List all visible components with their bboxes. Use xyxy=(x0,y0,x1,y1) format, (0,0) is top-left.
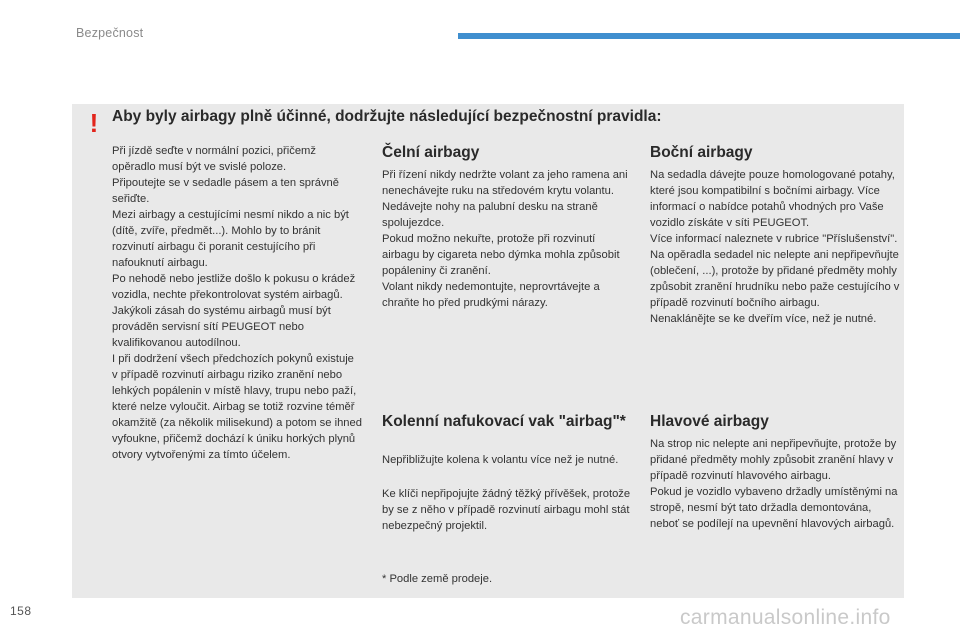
general-paragraph: Po nehodě nebo jestliže došlo k pokusu o krádež vozidla, nechte překontrolovat systém airbagů. xyxy=(112,273,356,301)
side-airbags-heading: Boční airbagy xyxy=(650,144,753,161)
knee-airbag-heading: Kolenní nafukovací vak "airbag"* xyxy=(382,413,626,430)
head-airbags-text xyxy=(650,436,902,532)
side-paragraph: Více informací naleznete v rubrice "Příslušenství". xyxy=(650,233,898,245)
header-accent-bar xyxy=(458,33,960,39)
watermark: carmanualsonline.info xyxy=(680,606,891,629)
front-paragraph: Volant nikdy nedemontujte, neprovrtávejte a chraňte ho před prudkými nárazy. xyxy=(382,281,600,309)
general-paragraph: Připoutejte se v sedadle pásem a ten správně seřiďte. xyxy=(112,177,339,205)
side-paragraph: Nenaklánějte se ke dveřím více, než je nutné. xyxy=(650,313,877,325)
general-paragraph: Mezi airbagy a cestujícími nesmí nikdo a nic být (dítě, zvíře, předmět...). Mohlo by to bránit rozvinutí airbagu či poranit cestujícího při nafouknutí airbagu. xyxy=(112,209,349,269)
head-paragraph: Na strop nic nelepte ani nepřipevňujte, protože by přidané předměty mohly způsobit zranění hlavy v případě rozvinutí hlavového airbagu. xyxy=(650,438,897,482)
side-airbags-text xyxy=(650,167,900,327)
general-paragraph: Při jízdě seďte v normální pozici, přičemž opěradlo musí být ve svislé poloze. xyxy=(112,145,316,173)
knee-paragraph: Nepřibližujte kolena k volantu více než je nutné. xyxy=(382,454,619,466)
page-number: 158 xyxy=(10,604,32,618)
front-paragraph: Při řízení nikdy nedržte volant za jeho ramena ani nenechávejte ruku na středovém krytu volantu. xyxy=(382,169,628,197)
front-airbags-text xyxy=(382,167,634,311)
front-paragraph: Pokud možno nekuřte, protože při rozvinutí airbagu by cigareta nebo dýmka mohla způsobit popáleniny či zranění. xyxy=(382,233,620,277)
front-paragraph: Nedávejte nohy na palubní desku na straně spolujezdce. xyxy=(382,201,598,229)
warning-exclamation-icon: ! xyxy=(89,108,99,138)
general-paragraph: Jakýkoli zásah do systému airbagů musí být prováděn servisní sítí PEUGEOT nebo kvalifikovanou autodílnou. xyxy=(112,305,331,349)
head-paragraph: Pokud je vozidlo vybaveno držadly umístěnými na stropě, nesmí být tato držadla demontována, neboť se podílejí na upevnění hlavových airbagů. xyxy=(650,486,898,530)
section-title: Bezpečnost xyxy=(76,26,144,40)
side-paragraph: Na sedadla dávejte pouze homologované potahy, které jsou kompatibilní s bočními airbagy. Více informací o nabídce potahů vhodných pro Vaše vozidlo získáte v síti PEUGEOT. xyxy=(650,169,895,229)
front-airbags-heading: Čelní airbagy xyxy=(382,144,480,161)
general-paragraph: I při dodržení všech předchozích pokynů existuje v případě rozvinutí airbagu riziko zranění nebo lehkých popálenin v místě hlavy, trupu nebo paží, které nelze vyloučit. Airbag se totiž rozvine téměř okamžitě (za několik milisekund) a potom se ihned vyfoukne, přičemž dochází k úniku horkých plynů otvory vytvořenými za tímto účelem. xyxy=(112,353,362,461)
head-airbags-heading: Hlavové airbagy xyxy=(650,413,769,430)
general-rules-text xyxy=(112,143,362,463)
knee-paragraph: Ke klíči nepřipojujte žádný těžký přívěšek, protože by se z něho v případě rozvinutí airbagu mohl stát nebezpečný projektil. xyxy=(382,488,631,532)
panel-heading: Aby byly airbagy plně účinné, dodržujte následující bezpečnostní pravidla: xyxy=(112,108,662,125)
footnote: * Podle země prodeje. xyxy=(382,573,493,585)
side-paragraph: Na opěradla sedadel nic nelepte ani nepřipevňujte (oblečení, ...), protože by přidané předměty mohly způsobit zranění hrudníku nebo paže cestujícího v případě rozvinutí bočního airbagu. xyxy=(650,249,900,309)
